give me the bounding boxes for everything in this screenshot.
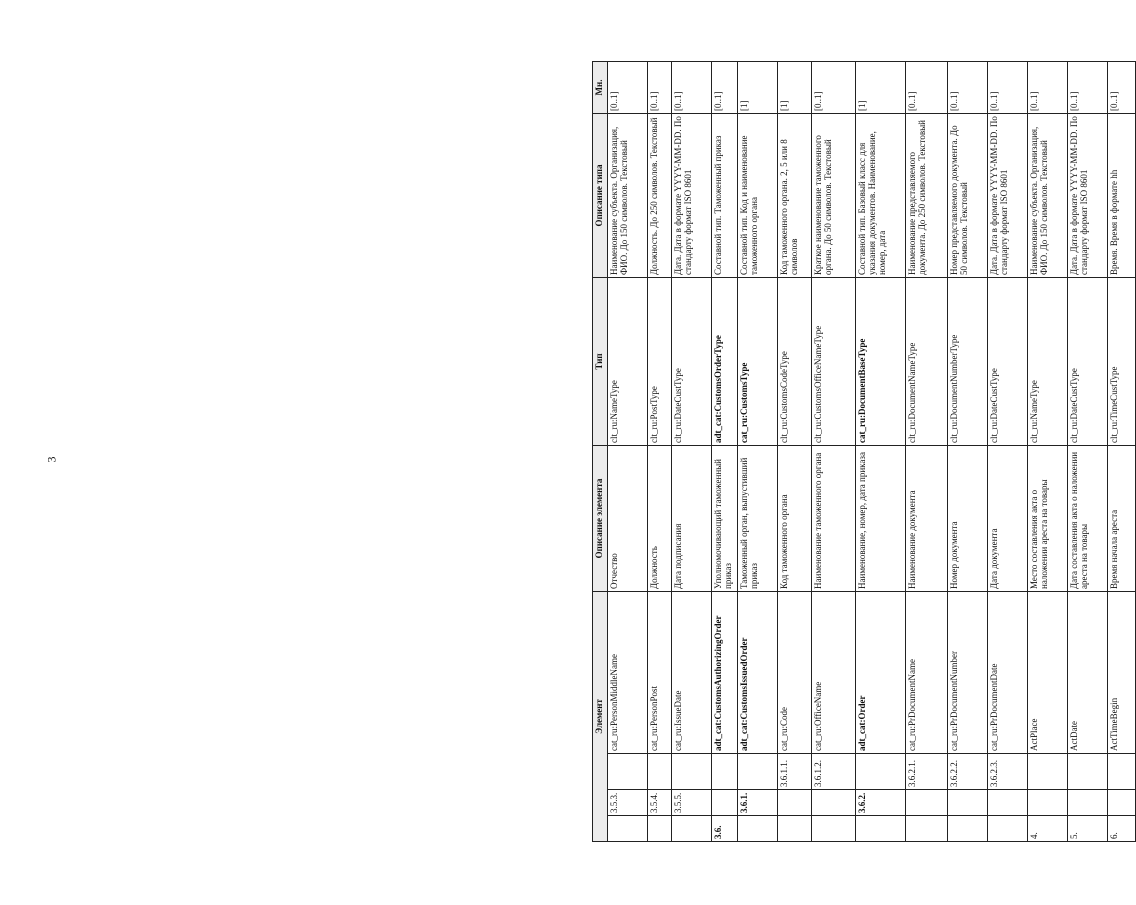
element-type: clt_ru:NameType	[1028, 277, 1068, 445]
row-number-level-2: 3.6.2.	[856, 790, 906, 816]
element-description: Должность	[648, 445, 672, 591]
table-row	[906, 61, 948, 841]
multiplicity: [1]	[856, 61, 906, 113]
row-number-level-2: 3.6.1.	[738, 790, 778, 816]
type-description: Дата. Дата в формате YYYY-MM-DD. По стандарту формат ISO 8601	[1068, 113, 1108, 277]
multiplicity: [0..1]	[906, 61, 948, 113]
table-row	[648, 61, 672, 841]
row-number-level-3	[712, 754, 738, 790]
element-description: Наименование документа	[906, 445, 948, 591]
multiplicity: [1]	[778, 61, 812, 113]
element-code: cat_ru:IssueDate	[672, 591, 712, 753]
row-number-level-1	[906, 816, 948, 842]
element-table	[592, 61, 1136, 842]
element-code: ActPlace	[1028, 591, 1068, 753]
element-type: clt_ru:DateCustType	[988, 277, 1028, 445]
multiplicity: [0..1]	[1108, 61, 1136, 113]
table-row	[1068, 61, 1108, 841]
element-code: ActDate	[1068, 591, 1108, 753]
multiplicity: [0..1]	[712, 61, 738, 113]
row-number-level-1: 5.	[1068, 816, 1108, 842]
row-number-level-3: 3.6.2.2.	[948, 754, 988, 790]
row-number-level-2	[906, 790, 948, 816]
type-description: Время. Время в формате hh	[1108, 113, 1136, 277]
row-number-level-3	[672, 754, 712, 790]
row-number-level-1	[738, 816, 778, 842]
table-row	[856, 61, 906, 841]
type-description: Составной тип. Таможенный приказ	[712, 113, 738, 277]
element-code: cat_ru:Code	[778, 591, 812, 753]
header-mn: Мн.	[593, 61, 608, 113]
type-description: Составной тип. Код и наименование таможенного органа	[738, 113, 778, 277]
element-type: clt_ru:CustomsCodeType	[778, 277, 812, 445]
row-number-level-3: 3.6.1.2.	[812, 754, 856, 790]
row-number-level-2: 3.5.4.	[648, 790, 672, 816]
row-number-level-2	[1028, 790, 1068, 816]
multiplicity: [0..1]	[672, 61, 712, 113]
type-description: Наименование представляемого документа. До 250 символов. Текстовый	[906, 113, 948, 277]
row-number-level-3: 3.6.1.1.	[778, 754, 812, 790]
element-description: Наименование таможенного органа	[812, 445, 856, 591]
table-row	[608, 61, 648, 841]
table-body	[608, 61, 1136, 841]
type-description: Дата. Дата в формате YYYY-MM-DD. По стандарту формат ISO 8601	[672, 113, 712, 277]
element-type: clt_ru:TimeCustType	[1108, 277, 1136, 445]
element-type: cat_ru:DocumentBaseType	[856, 277, 906, 445]
element-type: clt_ru:DocumentNumberType	[948, 277, 988, 445]
table-row	[712, 61, 738, 841]
row-number-level-1: 6.	[1108, 816, 1136, 842]
element-code: ActTimeBegin	[1108, 591, 1136, 753]
row-number-level-3	[1108, 754, 1136, 790]
element-code: adt_cat:CustomsAuthorizingOrder	[712, 591, 738, 753]
element-code: cat_ru:PersonPost	[648, 591, 672, 753]
element-description: Место составления акта о наложении ареста на товары	[1028, 445, 1068, 591]
row-number-level-1	[608, 816, 648, 842]
element-type: clt_ru:CustomsOfficeNameType	[812, 277, 856, 445]
row-number-level-2	[1068, 790, 1108, 816]
element-type: adt_cat:CustomsOrderType	[712, 277, 738, 445]
row-number-level-2: 3.5.5.	[672, 790, 712, 816]
element-description: Отчество	[608, 445, 648, 591]
element-code: cat_ru:PersonMiddleName	[608, 591, 648, 753]
row-number-level-1	[812, 816, 856, 842]
row-number-level-2	[778, 790, 812, 816]
row-number-level-3	[1068, 754, 1108, 790]
row-number-level-3	[608, 754, 648, 790]
row-number-level-1	[948, 816, 988, 842]
element-description: Уполномочивающий таможенный приказ	[712, 445, 738, 591]
row-number-level-2	[1108, 790, 1136, 816]
row-number-level-1: 4.	[1028, 816, 1068, 842]
element-code: cat_ru:PrDocumentNumber	[948, 591, 988, 753]
row-number-level-2: 3.5.3.	[608, 790, 648, 816]
multiplicity: [0..1]	[1028, 61, 1068, 113]
header-element: Элемент	[593, 591, 608, 841]
header-type-desc: Описание типа	[593, 113, 608, 277]
table-row	[948, 61, 988, 841]
element-type: clt_ru:PostType	[648, 277, 672, 445]
element-code: cat_ru:OfficeName	[812, 591, 856, 753]
element-description: Номер документа	[948, 445, 988, 591]
type-description: Наименование субъекта. Организация, ФИО. До 150 символов. Текстовый	[608, 113, 648, 277]
table-row	[738, 61, 778, 841]
row-number-level-1	[856, 816, 906, 842]
element-code: adt_cat:CustomsIssuedOrder	[738, 591, 778, 753]
multiplicity: [0..1]	[608, 61, 648, 113]
row-number-level-1	[648, 816, 672, 842]
element-description: Код таможенного органа	[778, 445, 812, 591]
type-description: Краткое наименование таможенного органа. До 50 символов. Текстовый	[812, 113, 856, 277]
row-number-level-3	[738, 754, 778, 790]
header-row	[593, 61, 608, 841]
multiplicity: [0..1]	[1068, 61, 1108, 113]
element-type: clt_ru:DateCustType	[672, 277, 712, 445]
header-element-desc: Описание элемента	[593, 445, 608, 591]
table-row	[988, 61, 1028, 841]
row-number-level-2	[948, 790, 988, 816]
row-number-level-3: 3.6.2.3.	[988, 754, 1028, 790]
table-row	[672, 61, 712, 841]
type-description: Наименование субъекта. Организация, ФИО. До 150 символов. Текстовый	[1028, 113, 1068, 277]
multiplicity: [1]	[738, 61, 778, 113]
rotated-table-wrapper	[592, 0, 1119, 839]
row-number-level-3: 3.6.2.1.	[906, 754, 948, 790]
multiplicity: [0..1]	[988, 61, 1028, 113]
multiplicity: [0..1]	[812, 61, 856, 113]
row-number-level-1	[988, 816, 1028, 842]
element-description: Таможенный орган, выпустивший приказ	[738, 445, 778, 591]
element-code: adt_cat:Order	[856, 591, 906, 753]
type-description: Дата. Дата в формате YYYY-MM-DD. По стандарту формат ISO 8601	[988, 113, 1028, 277]
row-number-level-2	[712, 790, 738, 816]
row-number-level-1: 3.6.	[712, 816, 738, 842]
element-type: clt_ru:DocumentNameType	[906, 277, 948, 445]
table-row	[1108, 61, 1136, 841]
element-description: Наименование, номер, дата приказа	[856, 445, 906, 591]
element-description: Дата документа	[988, 445, 1028, 591]
type-description: Номер представляемого документа. До 50 символов. Текстовый	[948, 113, 988, 277]
multiplicity: [0..1]	[948, 61, 988, 113]
element-code: cat_ru:PrDocumentName	[906, 591, 948, 753]
element-description: Время начала ареста	[1108, 445, 1136, 591]
row-number-level-1	[778, 816, 812, 842]
element-type: clt_ru:DateCustType	[1068, 277, 1108, 445]
row-number-level-2	[812, 790, 856, 816]
row-number-level-3	[856, 754, 906, 790]
table-row	[1028, 61, 1068, 841]
page-number: 3	[44, 456, 59, 463]
table-row	[778, 61, 812, 841]
element-code: cat_ru:PrDocumentDate	[988, 591, 1028, 753]
element-type: clt_ru:NameType	[608, 277, 648, 445]
element-description: Дата подписания	[672, 445, 712, 591]
multiplicity: [0..1]	[648, 61, 672, 113]
element-description: Дата составления акта о наложении ареста на товары	[1068, 445, 1108, 591]
row-number-level-1	[672, 816, 712, 842]
row-number-level-3	[648, 754, 672, 790]
header-type: Тип	[593, 277, 608, 445]
element-type: cat_ru:CustomsType	[738, 277, 778, 445]
row-number-level-3	[1028, 754, 1068, 790]
type-description: Составной тип. Базовый класс для указания документов. Наименование, номер, дата	[856, 113, 906, 277]
type-description: Код таможенного органа. 2, 5 или 8 символов	[778, 113, 812, 277]
table-row	[812, 61, 856, 841]
type-description: Должность. До 250 символов. Текстовый	[648, 113, 672, 277]
row-number-level-2	[988, 790, 1028, 816]
